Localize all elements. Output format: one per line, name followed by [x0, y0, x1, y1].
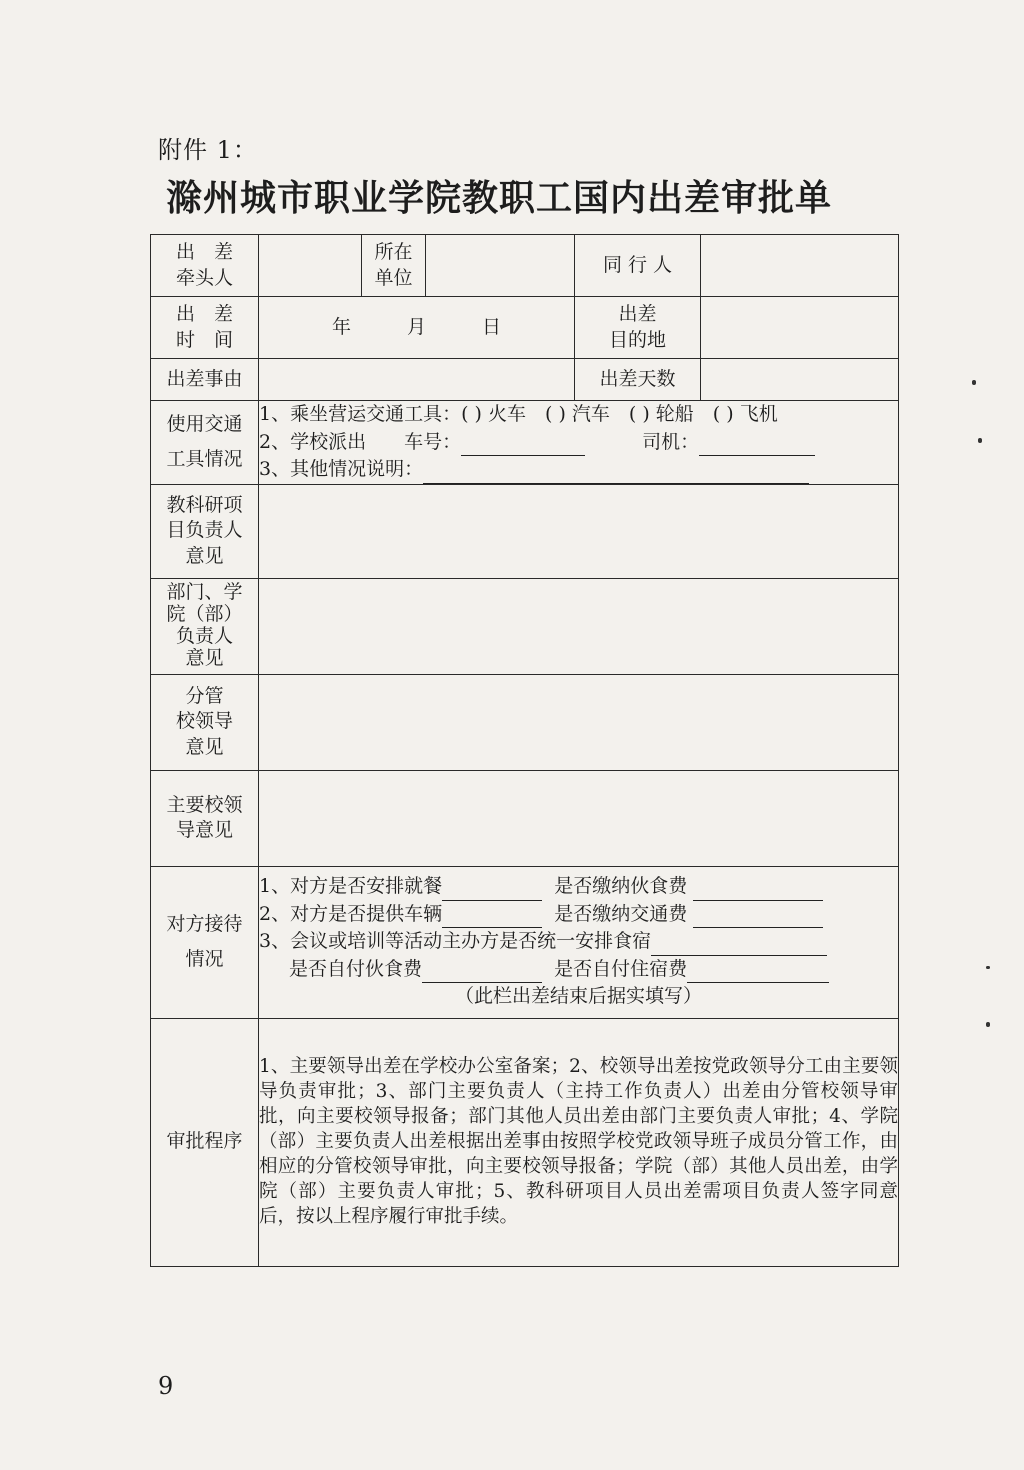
field-transport[interactable] — [259, 401, 899, 485]
field-dept-opinion[interactable] — [259, 578, 899, 674]
transport-option-line: 1、乘坐营运交通工具：( ) 火车 ( ) 汽车 ( ) 轮船 ( ) 飞机 — [259, 403, 778, 425]
field-trip-date[interactable] — [259, 297, 575, 359]
field-trip-days[interactable] — [701, 359, 899, 401]
label-vice-leader-opinion: 分管 校领导 意见 — [151, 674, 259, 770]
field-main-leader-opinion[interactable] — [259, 770, 899, 866]
row-dept-opinion — [151, 578, 899, 674]
label-destination: 出差 目的地 — [575, 297, 701, 359]
label-dept-opinion: 部门、学 院（部） 负责人 意见 — [151, 578, 259, 674]
label-research-opinion: 教科研项 目负责人 意见 — [151, 484, 259, 578]
scan-speck — [978, 438, 982, 443]
field-research-opinion[interactable] — [259, 484, 899, 578]
row-procedure — [151, 1018, 899, 1266]
label-companion: 同 行 人 — [575, 235, 701, 297]
field-reception[interactable] — [259, 866, 899, 1018]
label-procedure: 审批程序 — [151, 1018, 259, 1266]
scan-speck — [986, 966, 990, 969]
page-number: 9 — [158, 1372, 174, 1400]
label-reception: 对方接待 情况 — [151, 866, 259, 1018]
row-main-leader-opinion — [151, 770, 899, 866]
field-destination[interactable] — [701, 297, 899, 359]
procedure-text: 1、主要领导出差在学校办公室备案；2、校领导出差按党政领导分工由主要领导负责审批；3、部门主要负责人（主持工作负责人）出差由分管校领导审批，向主要校领导报备；部门其他人员出差由部门主要负责人审批；4、学院（部）主要负责人出差根据出差事由按照学校党政领导班子成员分管工作，由相应的分管校领导审批，向主要校领导报备；学院（部）其他人员出差，由学院（部）主要负责人审批；5、教科研项目人员出差需项目负责人签字同意后，按以上程序履行审批手续。 — [259, 1018, 899, 1266]
attachment-label: 附件 1： — [158, 136, 258, 164]
date-day: 日 — [482, 315, 502, 338]
label-trip-time: 出 差 时 间 — [151, 297, 259, 359]
reception-note: （此栏出差结束后据实填写） — [454, 985, 702, 1008]
reception-self-pay-line: 是否自付伙食费 是否自付住宿费 — [259, 956, 898, 984]
row-reason — [151, 359, 899, 401]
label-trip-days: 出差天数 — [575, 359, 701, 401]
label-main-leader-opinion: 主要校领 导意见 — [151, 770, 259, 866]
scan-speck — [986, 1022, 990, 1027]
row-reception — [151, 866, 899, 1018]
row-research-opinion — [151, 484, 899, 578]
reception-lodging-line: 3、会议或培训等活动主办方是否统一安排食宿 — [259, 928, 898, 956]
transport-other-line: 3、其他情况说明： — [259, 456, 898, 484]
date-year: 年 — [331, 315, 351, 338]
label-trip-leader: 出 差 牵头人 — [151, 235, 259, 297]
field-unit[interactable] — [426, 235, 575, 297]
label-trip-reason: 出差事由 — [151, 359, 259, 401]
field-vice-leader-opinion[interactable] — [259, 674, 899, 770]
row-transport — [151, 401, 899, 485]
field-companion[interactable] — [701, 235, 899, 297]
reception-vehicle-line: 2、对方是否提供车辆 是否缴纳交通费 — [259, 901, 898, 929]
transport-school-line: 2、学校派出 车号： 司机： — [259, 429, 898, 457]
field-trip-reason[interactable] — [259, 359, 575, 401]
row-vice-leader-opinion — [151, 674, 899, 770]
date-month: 月 — [406, 315, 426, 338]
label-unit: 所在 单位 — [362, 235, 426, 297]
approval-form-table — [150, 234, 899, 1267]
document-title: 滁州城市职业学院教职工国内出差审批单 — [166, 177, 833, 219]
row-leader — [151, 235, 899, 297]
field-trip-leader[interactable] — [259, 235, 362, 297]
scan-speck — [972, 380, 976, 385]
row-time — [151, 297, 899, 359]
label-transport: 使用交通 工具情况 — [151, 401, 259, 485]
reception-meal-line: 1、对方是否安排就餐 是否缴纳伙食费 — [259, 873, 898, 901]
